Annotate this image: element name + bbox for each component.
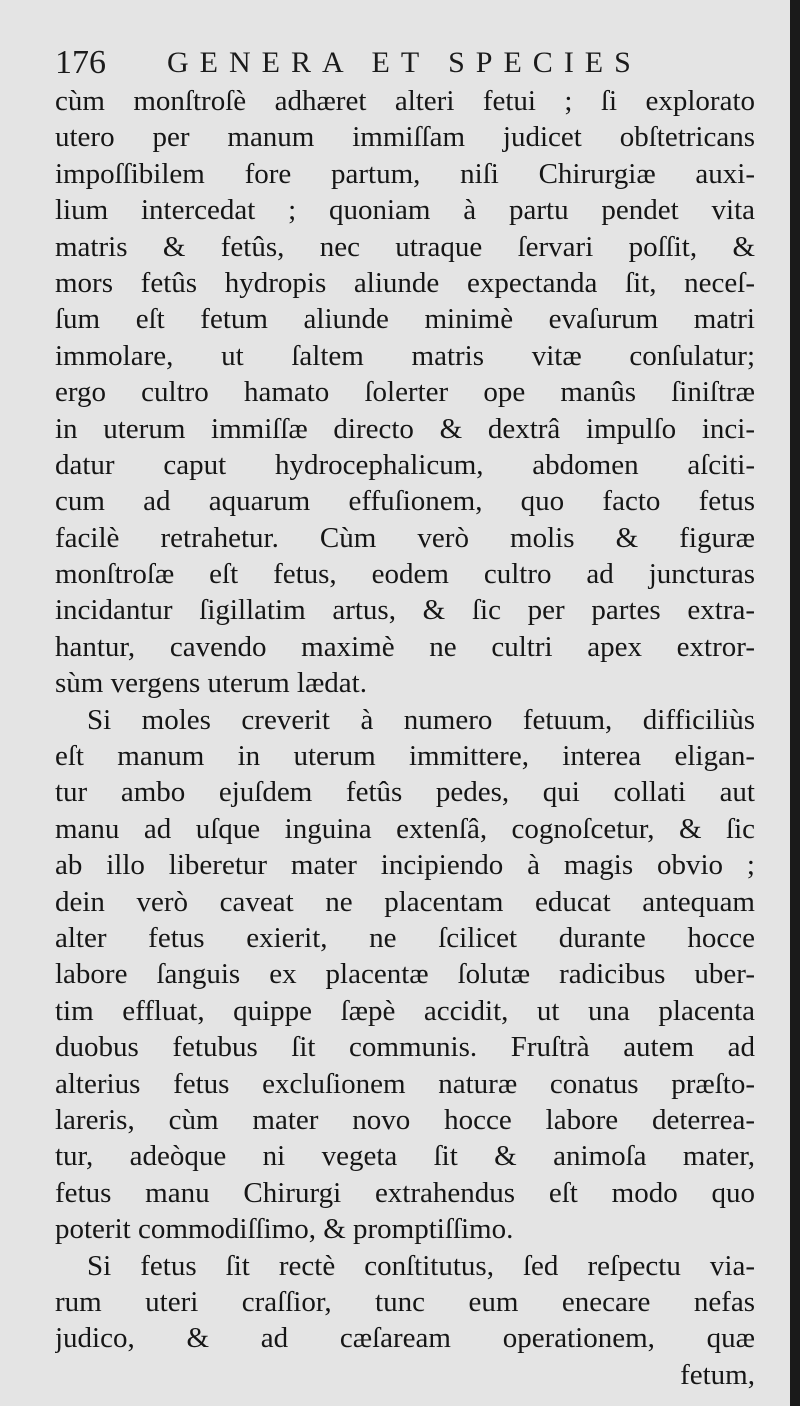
text-line: poterit commodiſſimo, & promptiſſimo. bbox=[55, 1213, 514, 1246]
text-line: hantur, cavendo maximè ne cultri apex extror- bbox=[55, 630, 755, 663]
text-line: ſum eſt fetum aliunde minimè evaſurum matri bbox=[55, 303, 755, 336]
text-line: immolare, ut ſaltem matris vitæ conſulatur; bbox=[55, 339, 755, 372]
text-line: fetus manu Chirurgi extrahendus eſt modo quo bbox=[55, 1176, 755, 1209]
text-line: alter fetus exierit, ne ſcilicet durante hocce bbox=[55, 921, 755, 954]
text-line: dein verò caveat ne placentam educat antequam bbox=[55, 885, 755, 918]
text-line: lium intercedat ; quoniam à partu pendet vita bbox=[55, 194, 755, 227]
text-line: manu ad uſque inguina extenſâ, cognoſcetur, & ſic bbox=[55, 812, 755, 845]
text-line: impoſſibilem fore partum, niſi Chirurgiæ auxi- bbox=[55, 157, 755, 190]
catchword: fetum, bbox=[680, 1358, 755, 1391]
text-line: cum ad aquarum effuſionem, quo facto fetus bbox=[55, 485, 755, 518]
text-line: cùm monſtroſè adhæret alteri fetui ; ſi explorato bbox=[55, 85, 755, 117]
text-line: rum uteri craſſior, tunc eum enecare nefas bbox=[55, 1285, 755, 1318]
text-line: facilè retrahetur. Cùm verò molis & figuræ bbox=[55, 521, 755, 554]
text-line: Si fetus ſit rectè conſtitutus, ſed reſpectu via- bbox=[87, 1249, 755, 1282]
running-title: GENERA ET SPECIES bbox=[167, 46, 642, 79]
page-number: 176 bbox=[55, 44, 106, 81]
body-text bbox=[55, 83, 755, 1393]
text-line: tur ambo ejuſdem fetûs pedes, qui collati aut bbox=[55, 776, 755, 809]
text-line: monſtroſæ eſt fetus, eodem cultro ad juncturas bbox=[55, 558, 755, 591]
text-line: in uterum immiſſæ directo & dextrâ impulſo inci- bbox=[55, 412, 755, 445]
text-line: datur caput hydrocephalicum, abdomen aſciti- bbox=[55, 448, 755, 481]
text-line: tur, adeòque ni vegeta ſit & animoſa mater, bbox=[55, 1140, 755, 1173]
text-line: sùm vergens uterum lædat. bbox=[55, 667, 367, 700]
text-line: Si moles creverit à numero fetuum, difficiliùs bbox=[87, 703, 755, 736]
text-line: incidantur ſigillatim artus, & ſic per partes extra- bbox=[55, 594, 755, 627]
text-line: utero per manum immiſſam judicet obſtetricans bbox=[55, 121, 755, 154]
text-line: mors fetûs hydropis aliunde expectanda ſit, neceſ- bbox=[55, 266, 755, 299]
text-line: alterius fetus excluſionem naturæ conatus præſto- bbox=[55, 1067, 755, 1100]
text-line: lareris, cùm mater novo hocce labore deterrea- bbox=[55, 1103, 755, 1136]
text-line: labore ſanguis ex placentæ ſolutæ radicibus uber- bbox=[55, 958, 755, 991]
text-line: judico, & ad cæſaream operationem, quæ bbox=[55, 1322, 755, 1355]
text-line: ergo cultro hamato ſolerter ope manûs ſiniſtræ bbox=[55, 376, 755, 409]
text-line: eſt manum in uterum immittere, interea eligan- bbox=[55, 740, 755, 773]
page-header bbox=[55, 42, 755, 84]
text-line: duobus fetubus ſit communis. Fruſtrà autem ad bbox=[55, 1031, 755, 1064]
text-line: tim effluat, quippe ſæpè accidit, ut una placenta bbox=[55, 994, 755, 1027]
text-line: ab illo liberetur mater incipiendo à magis obvio ; bbox=[55, 849, 755, 882]
text-line: matris & fetûs, nec utraque ſervari poſſit, & bbox=[55, 230, 755, 263]
